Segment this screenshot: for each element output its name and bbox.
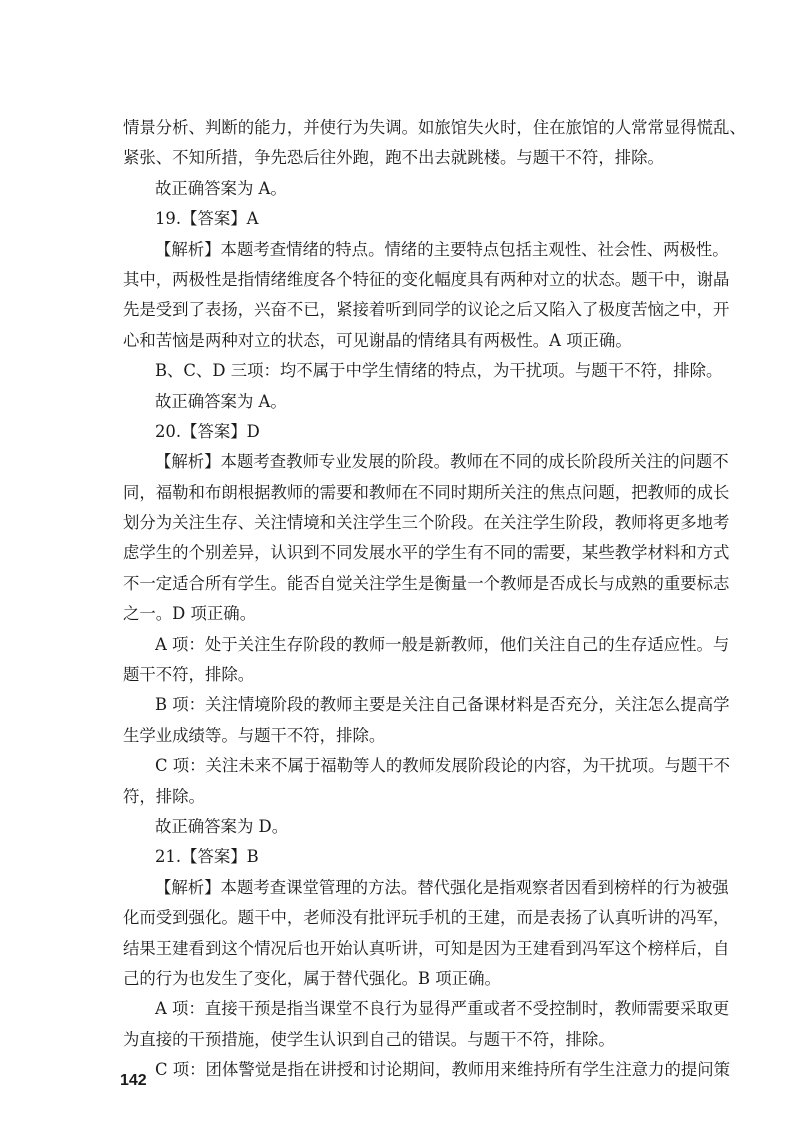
text-line: C 项：团体警觉是指在讲授和讨论期间，教师用来维持所有学生注意力的提问策 bbox=[155, 1060, 731, 1080]
text-line: 先是受到了表扬，兴奋不已，紧接着听到同学的议论之后又陷入了极度苦恼之中，开 bbox=[123, 300, 730, 320]
text-line: 题干不符，排除。 bbox=[123, 665, 255, 685]
text-line: 故正确答案为 A。 bbox=[155, 391, 287, 411]
text-line: A 项：处于关注生存阶段的教师一般是新教师，他们关注自己的生存适应性。与 bbox=[155, 634, 730, 654]
text-line: 虑学生的个别差异，认识到不同发展水平的学生有不同的需要，某些教学材料和方式 bbox=[123, 543, 730, 563]
text-line: B、C、D 三项：均不属于中学生情绪的特点，为干扰项。与题干不符，排除。 bbox=[155, 361, 723, 381]
text-line: 19.【答案】A bbox=[155, 209, 259, 229]
text-line: 化而受到强化。题干中，老师没有批评玩手机的王建，而是表扬了认真听讲的冯军， bbox=[123, 908, 730, 928]
text-line: 为直接的干预措施，使学生认识到自己的错误。与题干不符，排除。 bbox=[123, 1029, 615, 1049]
text-line: C 项：关注未来不属于福勒等人的教师发展阶段论的内容，为干扰项。与题干不 bbox=[155, 756, 731, 776]
text-line: 紧张、不知所措，争先恐后往外跑，跑不出去就跳楼。与题干不符，排除。 bbox=[123, 148, 664, 168]
text-line: 故正确答案为 A。 bbox=[155, 178, 287, 198]
text-line: B 项：关注情境阶段的教师主要是关注自己备课材料是否充分，关注怎么提高学 bbox=[155, 695, 730, 715]
text-line: 己的行为也发生了变化，属于替代强化。B 项正确。 bbox=[123, 968, 501, 988]
text-line: 生学业成绩等。与题干不符，排除。 bbox=[123, 725, 386, 745]
answer-explanation-text bbox=[123, 113, 746, 1086]
text-line: 20.【答案】D bbox=[155, 421, 260, 441]
text-line: 符，排除。 bbox=[123, 786, 205, 806]
text-line: 【解析】本题考查情绪的特点。情绪的主要特点包括主观性、社会性、两极性。 bbox=[155, 239, 729, 259]
text-line: 其中，两极性是指情绪维度各个特征的变化幅度具有两种对立的状态。题干中，谢晶 bbox=[123, 269, 730, 289]
text-line: 【解析】本题考查教师专业发展的阶段。教师在不同的成长阶段所关注的问题不 bbox=[155, 452, 729, 472]
text-line: A 项：直接干预是指当课堂不良行为显得严重或者不受控制时，教师需要采取更 bbox=[155, 999, 730, 1019]
text-line: 不一定适合所有学生。能否自觉关注学生是衡量一个教师是否成长与成熟的重要标志 bbox=[123, 573, 730, 593]
text-line: 21.【答案】B bbox=[155, 847, 259, 867]
text-line: 情景分析、判断的能力，并使行为失调。如旅馆失火时，住在旅馆的人常常显得慌乱、 bbox=[123, 118, 746, 137]
text-line: 之一。D 项正确。 bbox=[123, 604, 257, 624]
page-number: 142 bbox=[120, 1072, 147, 1089]
text-line: 划分为关注生存、关注情境和关注学生三个阶段。在关注学生阶段，教师将更多地考 bbox=[123, 513, 730, 533]
text-line: 结果王建看到这个情况后也开始认真听讲，可知是因为王建看到冯军这个榜样后，自 bbox=[123, 938, 730, 958]
text-line: 【解析】本题考查课堂管理的方法。替代强化是指观察者因看到榜样的行为被强 bbox=[155, 877, 729, 897]
text-line: 同，福勒和布朗根据教师的需要和教师在不同时期所关注的焦点问题，把教师的成长 bbox=[123, 482, 730, 502]
text-line: 心和苦恼是两种对立的状态，可见谢晶的情绪具有两极性。A 项正确。 bbox=[123, 330, 632, 350]
text-line: 故正确答案为 D。 bbox=[155, 816, 289, 836]
